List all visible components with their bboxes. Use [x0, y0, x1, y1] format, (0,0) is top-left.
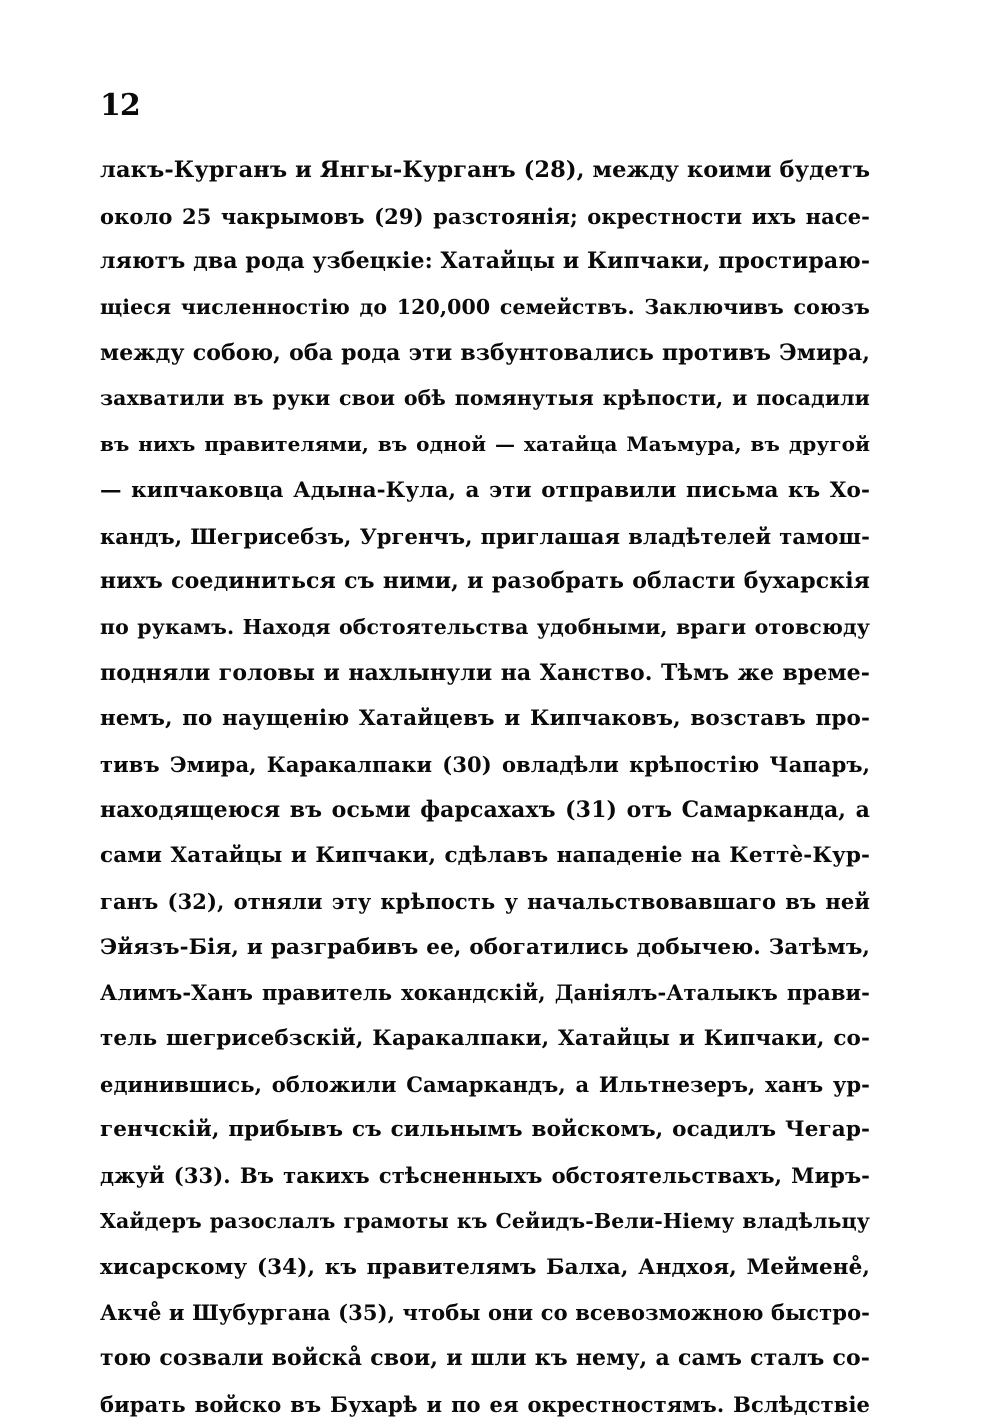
text-line: единившись, обложили Самаркандъ, а Ильтнезеръ, ханъ ур-	[100, 1071, 870, 1097]
text-line: Алимъ-Ханъ правитель хокандскій, Даніялъ-Аталыкъ прави-	[100, 980, 870, 1006]
text-line: подняли головы и нахлынули на Ханство. Тѣмъ же време-	[100, 659, 870, 686]
text-line: Хайдеръ разослалъ грамоты къ Сейидъ-Вели-Ніему владѣльцу	[100, 1208, 870, 1233]
text-line: щіеся численностію до 120,000 семействъ. Заключивъ союзъ	[100, 295, 870, 320]
text-line: тель шегрисебзскій, Каракалпаки, Хатайцы и Кипчаки, со-	[100, 1026, 870, 1052]
body-text	[100, 148, 870, 1427]
text-line: захватили въ руки свои обѣ помянутыя крѣпости, и посадили	[100, 386, 870, 411]
text-line: ляютъ два рода узбецкіе: Хатайцы и Кипчаки, простираю-	[100, 248, 870, 275]
page-number: 12	[100, 88, 140, 123]
text-line: по рукамъ. Находя обстоятельства удобными, враги отовсюду	[100, 614, 870, 639]
text-line: между собою, оба рода эти взбунтовались противъ Эмира,	[100, 339, 870, 366]
text-line: немъ, по наущенію Хатайцевъ и Кипчаковъ, возставъ про-	[100, 706, 870, 732]
text-line: въ нихъ правителями, въ одной — хатайца Маъмура, въ другой	[100, 432, 870, 457]
text-line: находящеюся въ осьми фарсахахъ (31) отъ Самарканда, а	[100, 796, 870, 823]
text-line: около 25 чакрымовъ (29) разстоянія; окрестности ихъ насе-	[100, 203, 870, 229]
text-line: генчскій, прибывъ съ сильнымъ войскомъ, осадилъ Чегар-	[100, 1117, 870, 1143]
text-line: нихъ соединиться съ ними, и разобрать области бухарскія	[100, 568, 870, 595]
text-line: тивъ Эмира, Каракалпаки (30) овладѣли крѣпостію Чапаръ,	[100, 751, 870, 777]
text-line: — кипчаковца Адына-Кула, а эти отправили письма къ Хо-	[100, 477, 870, 503]
text-line: ганъ (32), отняли эту крѣпость у начальствовавшаго въ ней	[100, 889, 870, 914]
text-line: бирать войско въ Бухарѣ и по ея окрестностямъ. Вслѣдствіе	[100, 1391, 870, 1417]
text-line: хисарскому (34), къ правителямъ Балха, Андхоя, Меймене̊,	[100, 1254, 870, 1280]
text-line: джуй (33). Въ такихъ стѣсненныхъ обстоятельствахъ, Миръ-	[100, 1163, 870, 1189]
text-line: сами Хатайцы и Кипчаки, сдѣлавъ нападеніе на Кеттè-Кур-	[100, 843, 870, 869]
text-line: Эйязъ-Бія, и разграбивъ ее, обогатились добычею. Затѣмъ,	[100, 934, 870, 960]
text-line: кандъ, Шегрисебзъ, Ургенчъ, приглашая владѣтелей тамош-	[100, 523, 870, 549]
text-line: Акче̊ и Шубургана (35), чтобы они со всевозможною быстро-	[100, 1300, 870, 1326]
text-line: тою созвали войска̊ свои, и шли къ нему, а самъ сталъ со-	[100, 1344, 870, 1371]
text-line: лакъ-Курганъ и Янгы-Курганъ (28), между коими будетъ	[100, 157, 870, 183]
